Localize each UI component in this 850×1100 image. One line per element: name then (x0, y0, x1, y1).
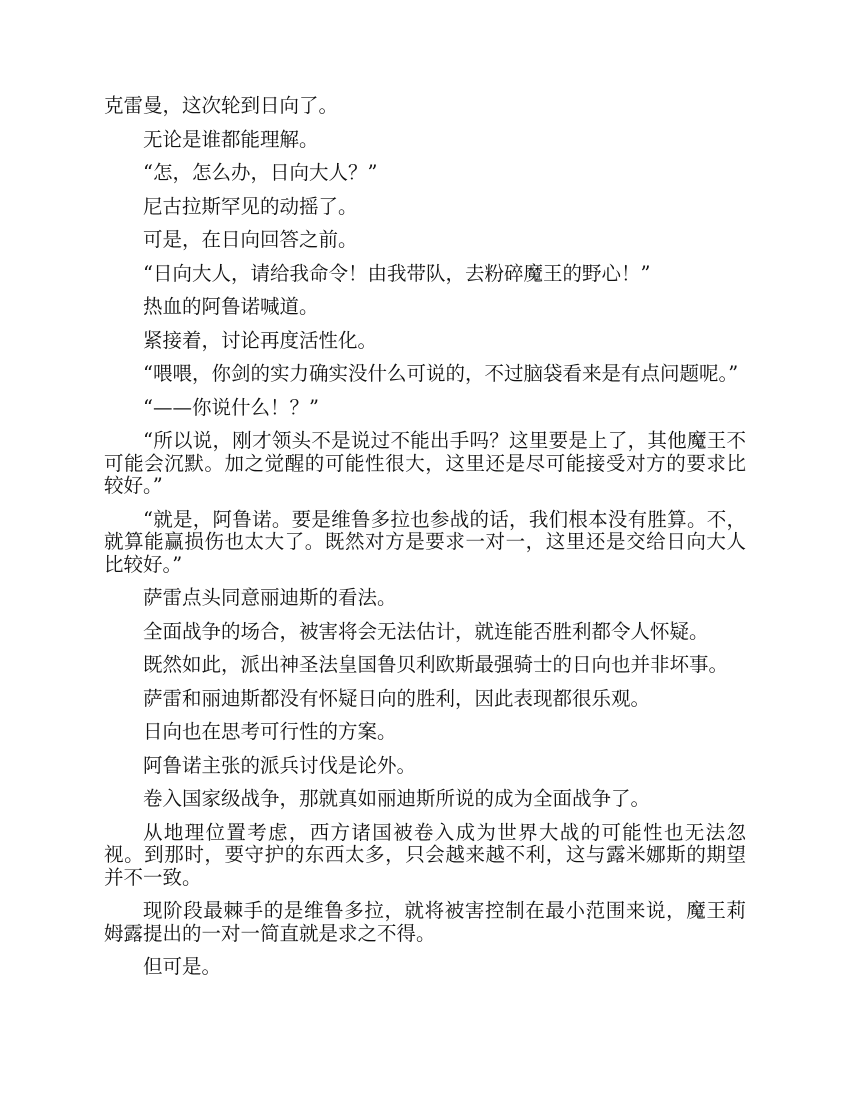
paragraph: 日向也在思考可行性的方案。 (143, 720, 397, 743)
paragraph: “怎，怎么办，日向大人？” (143, 161, 378, 184)
paragraph: 萨雷和丽迪斯都没有怀疑日向的胜利，因此表现都很乐观。 (143, 686, 651, 710)
paragraph: “就是，阿鲁诺。要是维鲁多拉也参战的话，我们根本没有胜算。不，就算能赢损伤也太大了。既然对方是要求一对一，这里还是交给日向大人比较好。” (104, 507, 746, 576)
paragraph: 但可是。 (143, 955, 222, 978)
paragraph: 卷入国家级战争，那就真如丽迪斯所说的成为全面战争了。 (143, 787, 651, 810)
paragraph: 热血的阿鲁诺喊道。 (143, 295, 319, 318)
paragraph: “——你说什么！？” (143, 395, 319, 419)
paragraph: 既然如此，派出神圣法皇国鲁贝利欧斯最强骑士的日向也并非坏事。 (143, 653, 729, 676)
paragraph: 无论是谁都能理解。 (143, 127, 319, 151)
paragraph: 紧接着，讨论再度活性化。 (143, 328, 378, 352)
document-page (104, 95, 746, 990)
paragraph: “日向大人，请给我命令！由我带队，去粉碎魔王的野心！” (143, 261, 651, 285)
paragraph: 克雷曼，这次轮到日向了。 (104, 94, 339, 117)
paragraph: 全面战争的场合，被害将会无法估计，就连能否胜利都令人怀疑。 (143, 619, 709, 643)
paragraph: 萨雷点头同意丽迪斯的看法。 (143, 586, 397, 609)
paragraph: “所以说，刚才领头不是说过不能出手吗？这里要是上了，其他魔王不可能会沉默。加之觉醒的可能性很大，这里还是尽可能接受对方的要求比较好。” (104, 429, 746, 497)
paragraph: 现阶段最棘手的是维鲁多拉，就将被害控制在最小范围来说，魔王莉姆露提出的一对一简直就是求之不得。 (104, 899, 746, 945)
paragraph: “喂喂，你剑的实力确实没什么可说的，不过脑袋看来是有点问题呢。” (143, 362, 739, 385)
paragraph: 可是，在日向回答之前。 (143, 228, 358, 251)
paragraph: 从地理位置考虑，西方诸国被卷入成为世界大战的可能性也无法忽视。到那时，要守护的东西太多，只会越来越不利，这与露米娜斯的期望并不一致。 (104, 820, 746, 889)
paragraph: 阿鲁诺主张的派兵讨伐是论外。 (143, 753, 417, 777)
paragraph: 尼古拉斯罕见的动摇了。 (143, 194, 358, 218)
